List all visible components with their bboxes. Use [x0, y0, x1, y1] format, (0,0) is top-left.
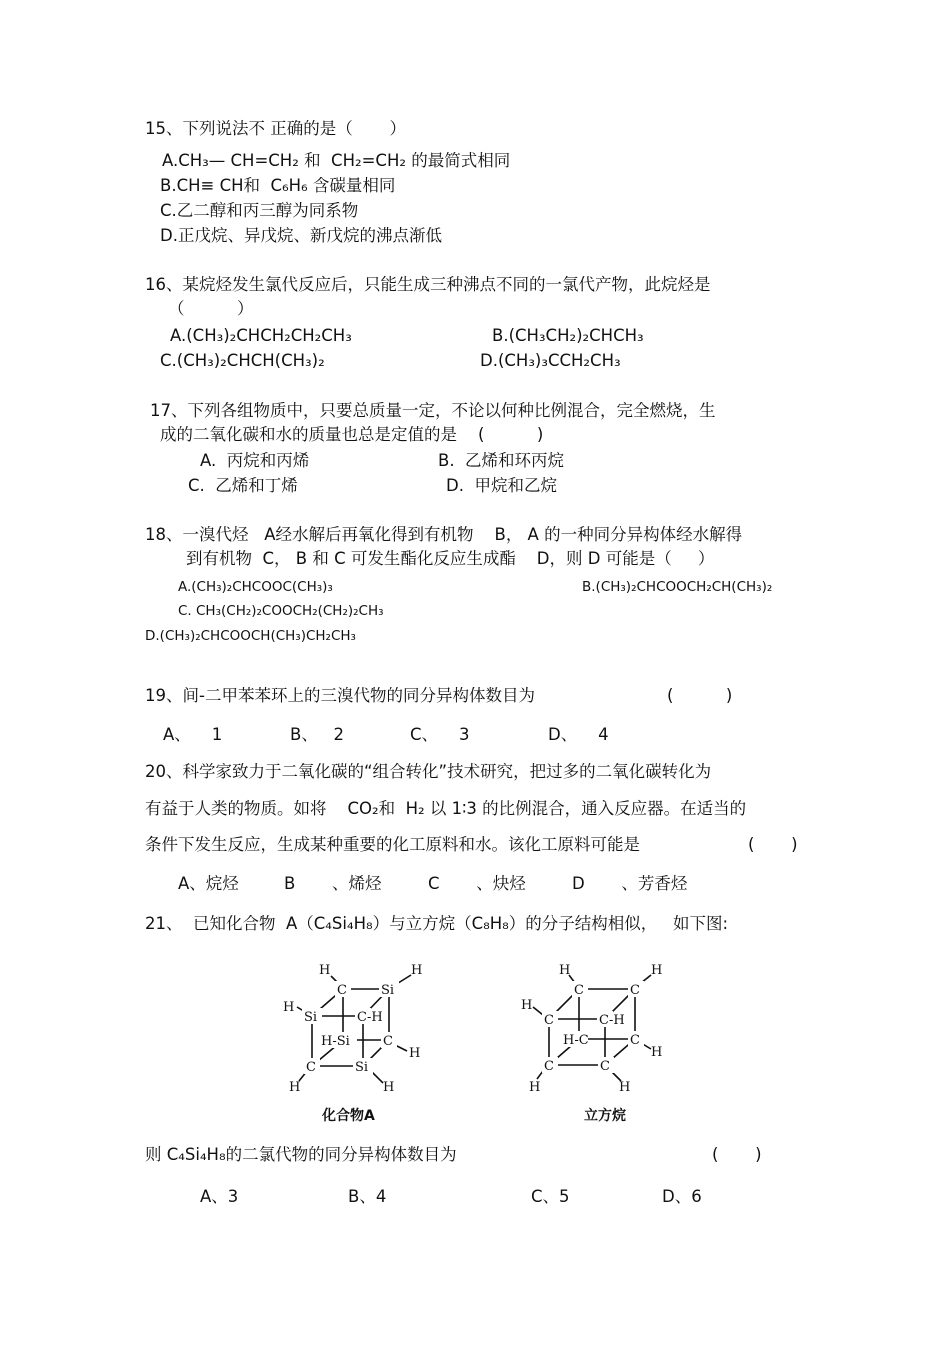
cubane-label: 立方烷: [584, 1108, 626, 1124]
atom-label: C: [306, 1060, 316, 1075]
q18-stem-line1: 18、一溴代烃 A经水解后再氧化得到有机物 B， A 的一种同分异构体经水解得: [145, 525, 743, 544]
q20-option-b: B 、烯烃: [284, 874, 382, 893]
atom-label: H-Si: [321, 1034, 350, 1049]
q21-option-b: B、4: [348, 1187, 387, 1206]
atom-label: H: [411, 963, 423, 978]
atom-label: C: [600, 1059, 610, 1074]
q17-option-b: B. 乙烯和环丙烷: [438, 451, 565, 470]
atom-label: Si: [304, 1010, 318, 1025]
q20-option-c: C 、炔烃: [428, 874, 526, 893]
q16-option-a: A.(CH₃)₂CHCH₂CH₂CH₃: [170, 326, 352, 345]
q20-paren: ( ): [748, 835, 798, 854]
q19-option-d: D、 4: [548, 725, 609, 744]
atom-label: C-H: [357, 1010, 383, 1025]
atom-label: C: [544, 1013, 554, 1028]
cubane-structure: [517, 955, 677, 1100]
atom-label: C: [574, 983, 584, 998]
atom-label: H: [289, 1080, 301, 1095]
q21-question: 则 C₄Si₄H₈的二氯代物的同分异构体数目为: [145, 1145, 457, 1164]
q20-stem-line1: 20、科学家致力于二氧化碳的“组合转化”技术研究，把过多的二氧化碳转化为: [145, 762, 712, 781]
atom-label: H: [619, 1080, 631, 1095]
atom-label: H: [521, 998, 533, 1013]
q15-option-a: A.CH₃— CH=CH₂ 和 CH₂=CH₂ 的最简式相同: [162, 151, 511, 170]
atom-label: H: [529, 1080, 541, 1095]
q17-stem-line2: 成的二氧化碳和水的质量也总是定值的是 ( ): [160, 425, 544, 444]
q21-stem: 21、 已知化合物 A（C₄Si₄H₈）与立方烷（C₈H₈）的分子结构相似， 如下图:: [145, 914, 729, 933]
q16-option-b: B.(CH₃CH₂)₂CHCH₃: [492, 326, 644, 345]
atom-label: Si: [381, 983, 395, 998]
atom-label: C: [383, 1034, 393, 1049]
q17-stem-line1: 17、下列各组物质中，只要总质量一定，不论以何种比例混合，完全燃烧，生: [150, 401, 716, 420]
q17-option-d: D. 甲烷和乙烷: [446, 476, 557, 495]
q20-stem-line2: 有益于人类的物质。如将 CO₂和 H₂ 以 1∶3 的比例混合，通入反应器。在适当的: [145, 799, 747, 818]
atom-label: Si: [355, 1060, 369, 1075]
q15-stem: 15、下列说法不 正确的是（ ）: [145, 119, 406, 138]
q16-option-c: C.(CH₃)₂CHCH(CH₃)₂: [160, 351, 325, 370]
q18-option-c: C. CH₃(CH₂)₂COOCH₂(CH₂)₂CH₃: [178, 603, 384, 619]
q20-option-a: A、烷烃: [178, 874, 239, 893]
compound-a-structure: [275, 955, 450, 1100]
q19-option-b: B、 2: [290, 725, 345, 744]
q16-paren: （ ）: [168, 299, 254, 318]
q19-paren: ( ): [667, 686, 733, 705]
atom-label: H: [559, 963, 571, 978]
q19-option-c: C、 3: [410, 725, 470, 744]
q18-stem-line2: 到有机物 C， B 和 C 可发生酯化反应生成酯 D，则 D 可能是（ ）: [186, 549, 715, 568]
q21-option-a: A、3: [200, 1187, 239, 1206]
atom-label: C: [630, 1033, 640, 1048]
q18-option-d: D.(CH₃)₂CHCOOCH(CH₃)CH₂CH₃: [145, 628, 356, 644]
q19-option-a: A、 1: [163, 725, 223, 744]
q16-option-d: D.(CH₃)₃CCH₂CH₃: [480, 351, 621, 370]
q21-option-d: D、6: [662, 1187, 702, 1206]
q18-option-a: A.(CH₃)₂CHCOOC(CH₃)₃: [178, 579, 333, 595]
atom-label: H: [383, 1080, 395, 1095]
atom-label: H: [651, 1045, 663, 1060]
q17-option-c: C. 乙烯和丁烯: [188, 476, 298, 495]
q15-option-c: C.乙二醇和丙三醇为同系物: [160, 201, 359, 220]
q15-option-d: D.正戊烷、异戊烷、新戊烷的沸点渐低: [160, 226, 442, 245]
q20-stem-line3: 条件下发生反应，生成某种重要的化工原料和水。该化工原料可能是: [145, 835, 640, 854]
atom-label: H: [283, 1000, 295, 1015]
q21-option-c: C、5: [531, 1187, 570, 1206]
atom-label: H: [409, 1046, 421, 1061]
atom-label: C: [337, 983, 347, 998]
atom-label: H-C: [563, 1033, 589, 1048]
q17-option-a: A. 丙烷和丙烯: [200, 451, 310, 470]
q16-stem: 16、某烷烃发生氯代反应后，只能生成三种沸点不同的一氯代产物，此烷烃是: [145, 275, 711, 294]
q20-option-d: D 、芳香烃: [572, 874, 688, 893]
atom-label: C-H: [599, 1013, 625, 1028]
atom-label: H: [651, 963, 663, 978]
q19-stem: 19、间-二甲苯苯环上的三溴代物的同分异构体数目为: [145, 686, 535, 705]
q15-option-b: B.CH≡ CH和 C₆H₆ 含碳量相同: [160, 176, 396, 195]
q21-paren: ( ): [712, 1145, 762, 1164]
atom-label: C: [544, 1059, 554, 1074]
atom-label: H: [319, 963, 331, 978]
q18-option-b: B.(CH₃)₂CHCOOCH₂CH(CH₃)₂: [582, 579, 773, 595]
atom-label: C: [630, 983, 640, 998]
compound-a-label: 化合物A: [322, 1108, 375, 1124]
